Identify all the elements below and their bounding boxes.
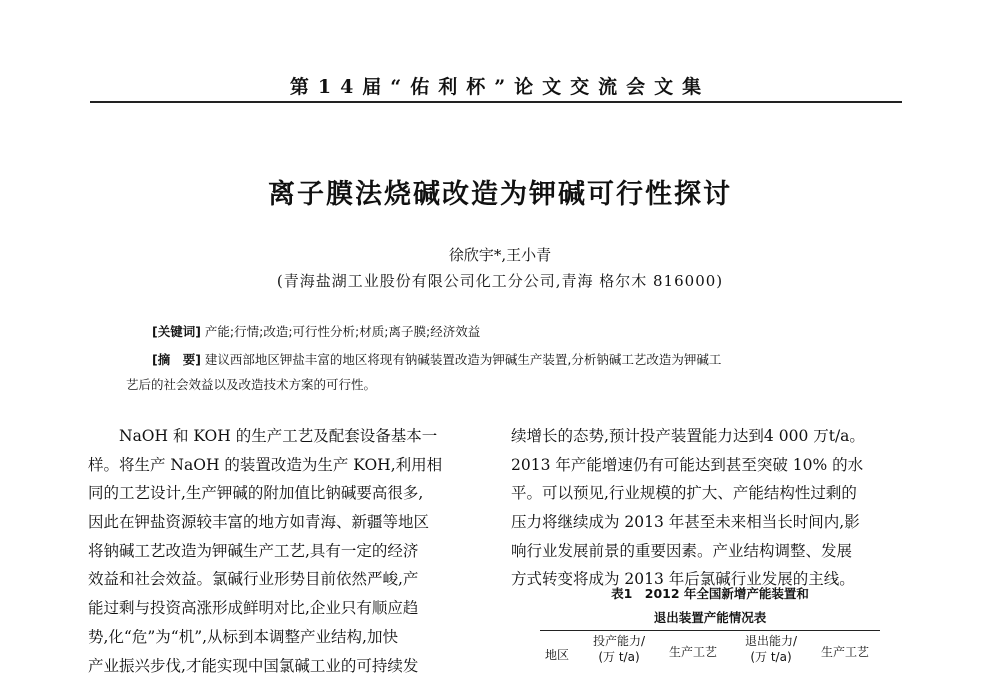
- body-line: 样。将生产 NaOH 的装置改造为生产 KOH,利用相: [88, 451, 488, 480]
- body-line: 能过剩与投资高涨形成鲜明对比,企业只有顺应趋: [88, 594, 488, 623]
- table-header-line: 地区: [540, 647, 574, 663]
- body-line: 压力将继续成为 2013 年甚至未来相当长时间内,影: [511, 508, 911, 537]
- left-column: [88, 422, 488, 680]
- table-header-cell: [814, 640, 876, 660]
- abstract: [126, 347, 886, 397]
- body-line: 2013 年产能增速仍有可能达到甚至突破 10% 的水: [511, 451, 911, 480]
- header-rule: [90, 101, 902, 103]
- table-caption-line1: 表1 2012 年全国新增产能装置和: [520, 584, 900, 602]
- body-line: 产业振兴步伐,才能实现中国氯碱工业的可持续发: [88, 652, 488, 680]
- series-header: 第14届“佑利杯”论文交流会文集: [0, 72, 1000, 99]
- table-header-line: 投产能力/: [580, 633, 658, 649]
- abstract-line: [126, 347, 886, 372]
- body-line: 续增长的态势,预计投产装置能力达到4 000 万t/a。: [511, 422, 911, 451]
- body-line: 因此在钾盐资源较丰富的地方如青海、新疆等地区: [88, 508, 488, 537]
- body-line: 将钠碱工艺改造为钾碱生产工艺,具有一定的经济: [88, 537, 488, 566]
- table-header-cell: [732, 633, 810, 665]
- table-header-line: 退出能力/: [732, 633, 810, 649]
- body-line: 同的工艺设计,生产钾碱的附加值比钠碱要高很多,: [88, 479, 488, 508]
- article-title: 离子膜法烧碱改造为钾碱可行性探讨: [0, 172, 1000, 211]
- table-caption-line2: 退出装置产能情况表: [520, 608, 900, 626]
- table-header-cell: [662, 640, 724, 660]
- abstract-label: [摘 要]: [152, 352, 201, 367]
- article-affiliation: (青海盐湖工业股份有限公司化工分公司,青海 格尔木 816000): [0, 270, 1000, 291]
- body-line: 效益和社会效益。氯碱行业形势目前依然严峻,产: [88, 565, 488, 594]
- keywords-text: 产能;行情;改造;可行性分析;材质;离子膜;经济效益: [205, 324, 480, 339]
- keywords-label: [关键词]: [152, 324, 201, 339]
- body-line: 势,化“危”为“机”,从标到本调整产业结构,加快: [88, 623, 488, 652]
- table-header-line: 生产工艺: [814, 644, 876, 660]
- body-line: 平。可以预见,行业规模的扩大、产能结构性过剩的: [511, 479, 911, 508]
- abstract-text-2: 艺后的社会效益以及改造技术方案的可行性。: [126, 372, 886, 397]
- article-authors: 徐欣宇*,王小青: [0, 244, 1000, 265]
- keywords: [152, 322, 912, 340]
- table-header-line: (万 t/a): [732, 649, 810, 665]
- table-top-rule: [540, 630, 880, 631]
- body-line: 响行业发展前景的重要因素。产业结构调整、发展: [511, 537, 911, 566]
- table-header-line: 生产工艺: [662, 644, 724, 660]
- table-header-cell: [540, 640, 574, 663]
- table-header-cell: [580, 633, 658, 665]
- table-header-line: (万 t/a): [580, 649, 658, 665]
- body-line: NaOH 和 KOH 的生产工艺及配套设备基本一: [88, 422, 488, 451]
- right-column: [511, 422, 911, 594]
- body-line: 方式转变将成为 2013 年后氯碱行业发展的主线。: [511, 565, 911, 594]
- abstract-text-1: 建议西部地区钾盐丰富的地区将现有钠碱装置改造为钾碱生产装置,分析钠碱工艺改造为钾碱工: [205, 352, 721, 367]
